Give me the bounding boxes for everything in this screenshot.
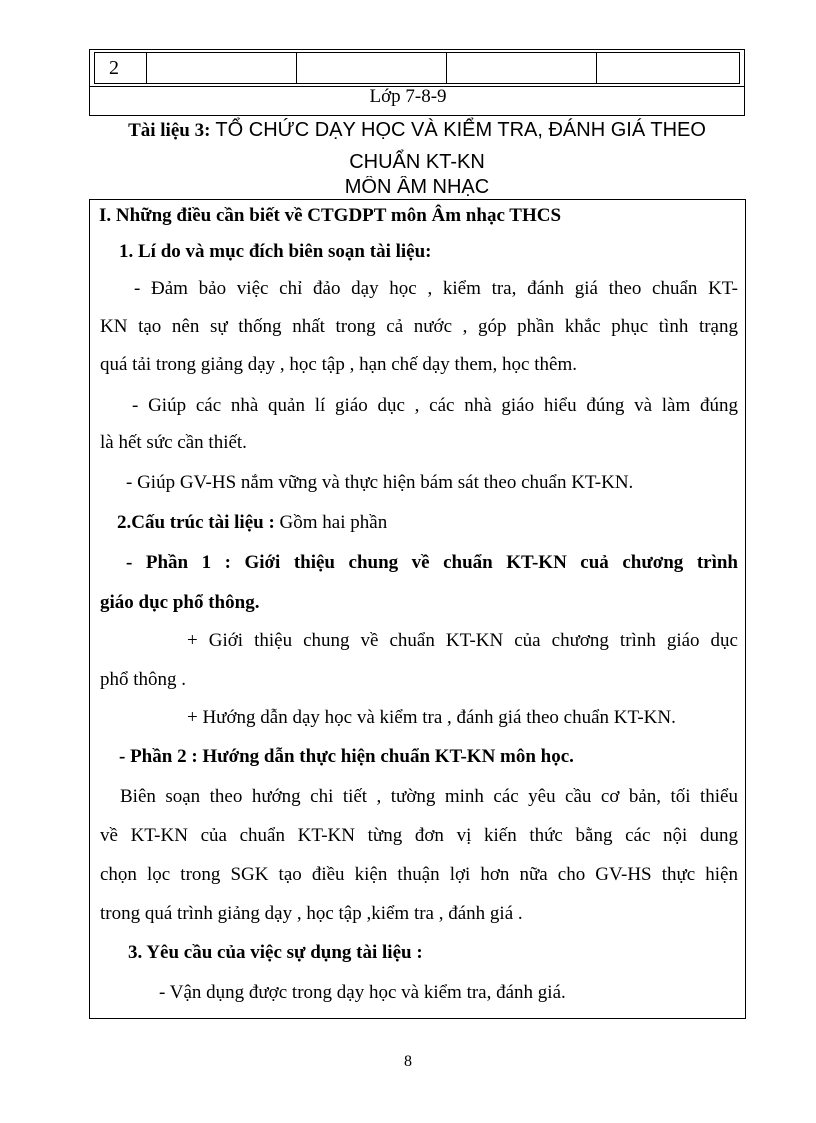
paragraph-line: quá tải trong giảng dạy , học tập , hạn chế dạy them, học thêm.: [100, 354, 577, 375]
list-item: + Hướng dẫn dạy học và kiểm tra , đánh giá theo chuẩn KT-KN.: [187, 707, 676, 728]
part1-title-cont: giáo dục phổ thông.: [100, 592, 260, 613]
heading-title-line2: CHUẨN KT-KN: [349, 151, 485, 173]
subsection-1-title: 1. Lí do và mục đích biên soạn tài liệu:: [119, 241, 432, 262]
empty-cell: [597, 53, 739, 83]
paragraph-line: - Giúp GV-HS nắm vững và thực hiện bám sát theo chuẩn KT-KN.: [126, 472, 634, 493]
list-item-cont: phổ thông .: [100, 669, 187, 690]
paragraph-line: KN tạo nên sự thống nhất trong cả nước , góp phần khắc phục tình trạng: [100, 316, 738, 337]
section-title: I. Những điều cần biết về CTGDPT môn Âm nhạc THCS: [99, 205, 562, 226]
page-number: 8: [404, 1053, 412, 1070]
empty-cell: [297, 53, 447, 83]
class-label: Lớp 7-8-9: [369, 86, 447, 107]
paragraph-line: Biên soạn theo hướng chi tiết , tường minh các yêu cầu cơ bản, tối thiểu: [120, 786, 738, 807]
paragraph-line: chọn lọc trong SGK tạo điều kiện thuận lợi hơn nữa cho GV-HS thực hiện: [100, 864, 738, 885]
heading-title-line1: TỔ CHỨC DẠY HỌC VÀ KIỂM TRA, ĐÁNH GIÁ THEO: [215, 119, 706, 141]
subsection-2-label: 2.Cấu trúc tài liệu :: [117, 512, 275, 533]
subsection-2-text: Gồm hai phần: [274, 512, 388, 533]
list-item: + Giới thiệu chung về chuẩn KT-KN của chương trình giáo dục: [187, 630, 738, 651]
paragraph-line: - Giúp các nhà quản lí giáo dục , các nhà giáo hiểu đúng và làm đúng: [132, 395, 738, 416]
subsection-3-title: 3. Yêu cầu của việc sự dụng tài liệu :: [128, 942, 423, 963]
table-row: [94, 52, 740, 84]
heading-title-line3: MÔN ÂM NHẠC: [344, 176, 490, 198]
document-heading: [89, 119, 745, 142]
paragraph-line: - Đảm bảo việc chỉ đảo dạy học , kiểm tra, đánh giá theo chuẩn KT-: [134, 278, 738, 299]
heading-label: Tài liệu 3:: [128, 120, 211, 141]
part1-title: - Phần 1 : Giới thiệu chung về chuẩn KT-KN cuả chương trình: [126, 552, 738, 573]
empty-cell: [447, 53, 597, 83]
empty-cell: [147, 53, 297, 83]
paragraph-line: về KT-KN của chuẩn KT-KN từng đơn vị kiến thức bằng các nội dung: [100, 825, 738, 846]
paragraph-line: - Vận dụng được trong dạy học và kiểm tra, đánh giá.: [159, 982, 566, 1003]
part2-title: - Phần 2 : Hướng dẫn thực hiện chuẩn KT-KN môn học.: [119, 746, 574, 767]
paragraph-line: là hết sức cần thiết.: [100, 432, 247, 453]
paragraph-line: trong quá trình giảng dạy , học tập ,kiểm tra , đánh giá .: [100, 903, 523, 924]
subsection-2-title: [117, 512, 755, 534]
row-number-cell: 2: [95, 53, 147, 83]
